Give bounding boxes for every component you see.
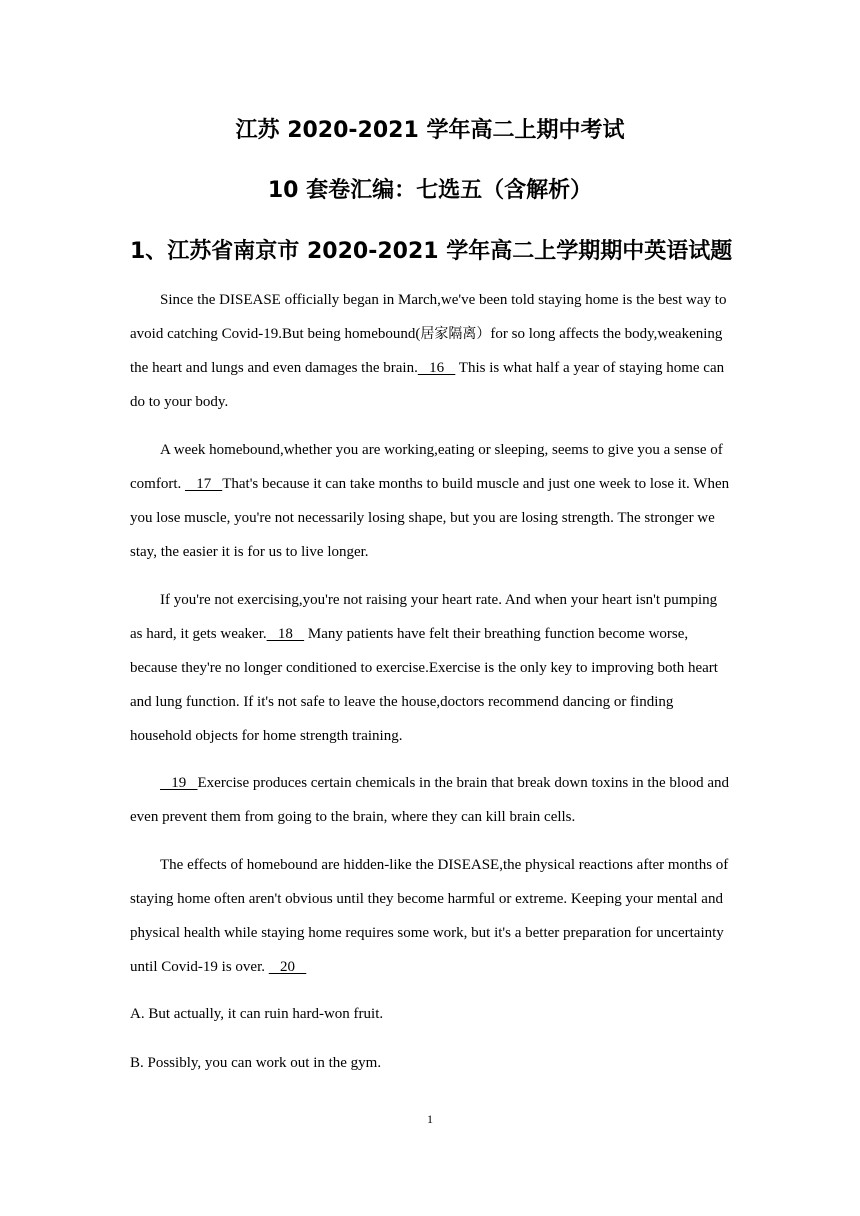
document-title-line-1: 江苏 2020-2021 学年高二上期中考试 [235,118,625,143]
passage-text: for so long affects the body,weakening the heart and lungs and even damages the brain. [130,326,723,376]
answer-blank-18: 18 [266,626,305,642]
passage-paragraph-3 [130,583,732,753]
passage-text: That's because it can take months to build muscle and just one week to lose it. When you lose muscle, you're not necessarily losing shape, but you are losing strength. The stronger we stay, the easier it is for us to live longer. [130,476,730,560]
passage-text: Since the DISEASE officially began in March,we've been told staying home is the best way to avoid catching Covid-19.But being homebound( [130,292,727,342]
answer-blank-20: 20 [268,959,307,975]
document-title-line-2: 10 套卷汇编：七选五（含解析） [267,178,593,203]
option-a: A. But actually, it can ruin hard-won fruit. [130,1006,384,1022]
page-number: 1 [427,1112,433,1126]
passage-chinese-gloss: 居家隔离） [420,326,491,342]
passage-paragraph-4 [130,766,732,834]
passage-text: A week homebound,whether you are working,eating or sleeping, seems to give you a sense of comfort. [130,442,723,492]
answer-blank-17: 17 [184,476,223,492]
passage-paragraph-1 [130,283,732,419]
passage-text: Exercise produces certain chemicals in the brain that break down toxins in the blood and even prevent them from going to the brain, where they can kill brain cells. [130,775,729,825]
option-b: B. Possibly, you can work out in the gym. [130,1055,382,1071]
passage-text: Many patients have felt their breathing function become worse, because they're no longer conditioned to exercise.Exercise is the only key to improving both heart and lung function. If it's not safe to leave the house,doctors recommend dancing or finding household objects for home strength training. [130,626,718,744]
answer-blank-19: 19 [160,775,198,791]
answer-blank-16: 16 [417,360,456,376]
passage-text: The effects of homebound are hidden-like the DISEASE,the physical reactions after months of staying home often aren't obvious until they become harmful or extreme. Keeping your mental and physical health while staying home requires some work, but it's a better preparation for uncertainty until Covid-19 is over. [130,857,729,975]
passage-paragraph-2 [130,433,732,569]
passage-paragraph-5 [130,848,732,984]
passage-text: If you're not exercising,you're not raising your heart rate. And when your heart isn't pumping as hard, it gets weaker. [130,592,718,642]
section-heading: 1、江苏省南京市 2020-2021 学年高二上学期期中英语试题 [130,239,733,264]
passage-text: This is what half a year of staying home can do to your body. [130,360,725,410]
